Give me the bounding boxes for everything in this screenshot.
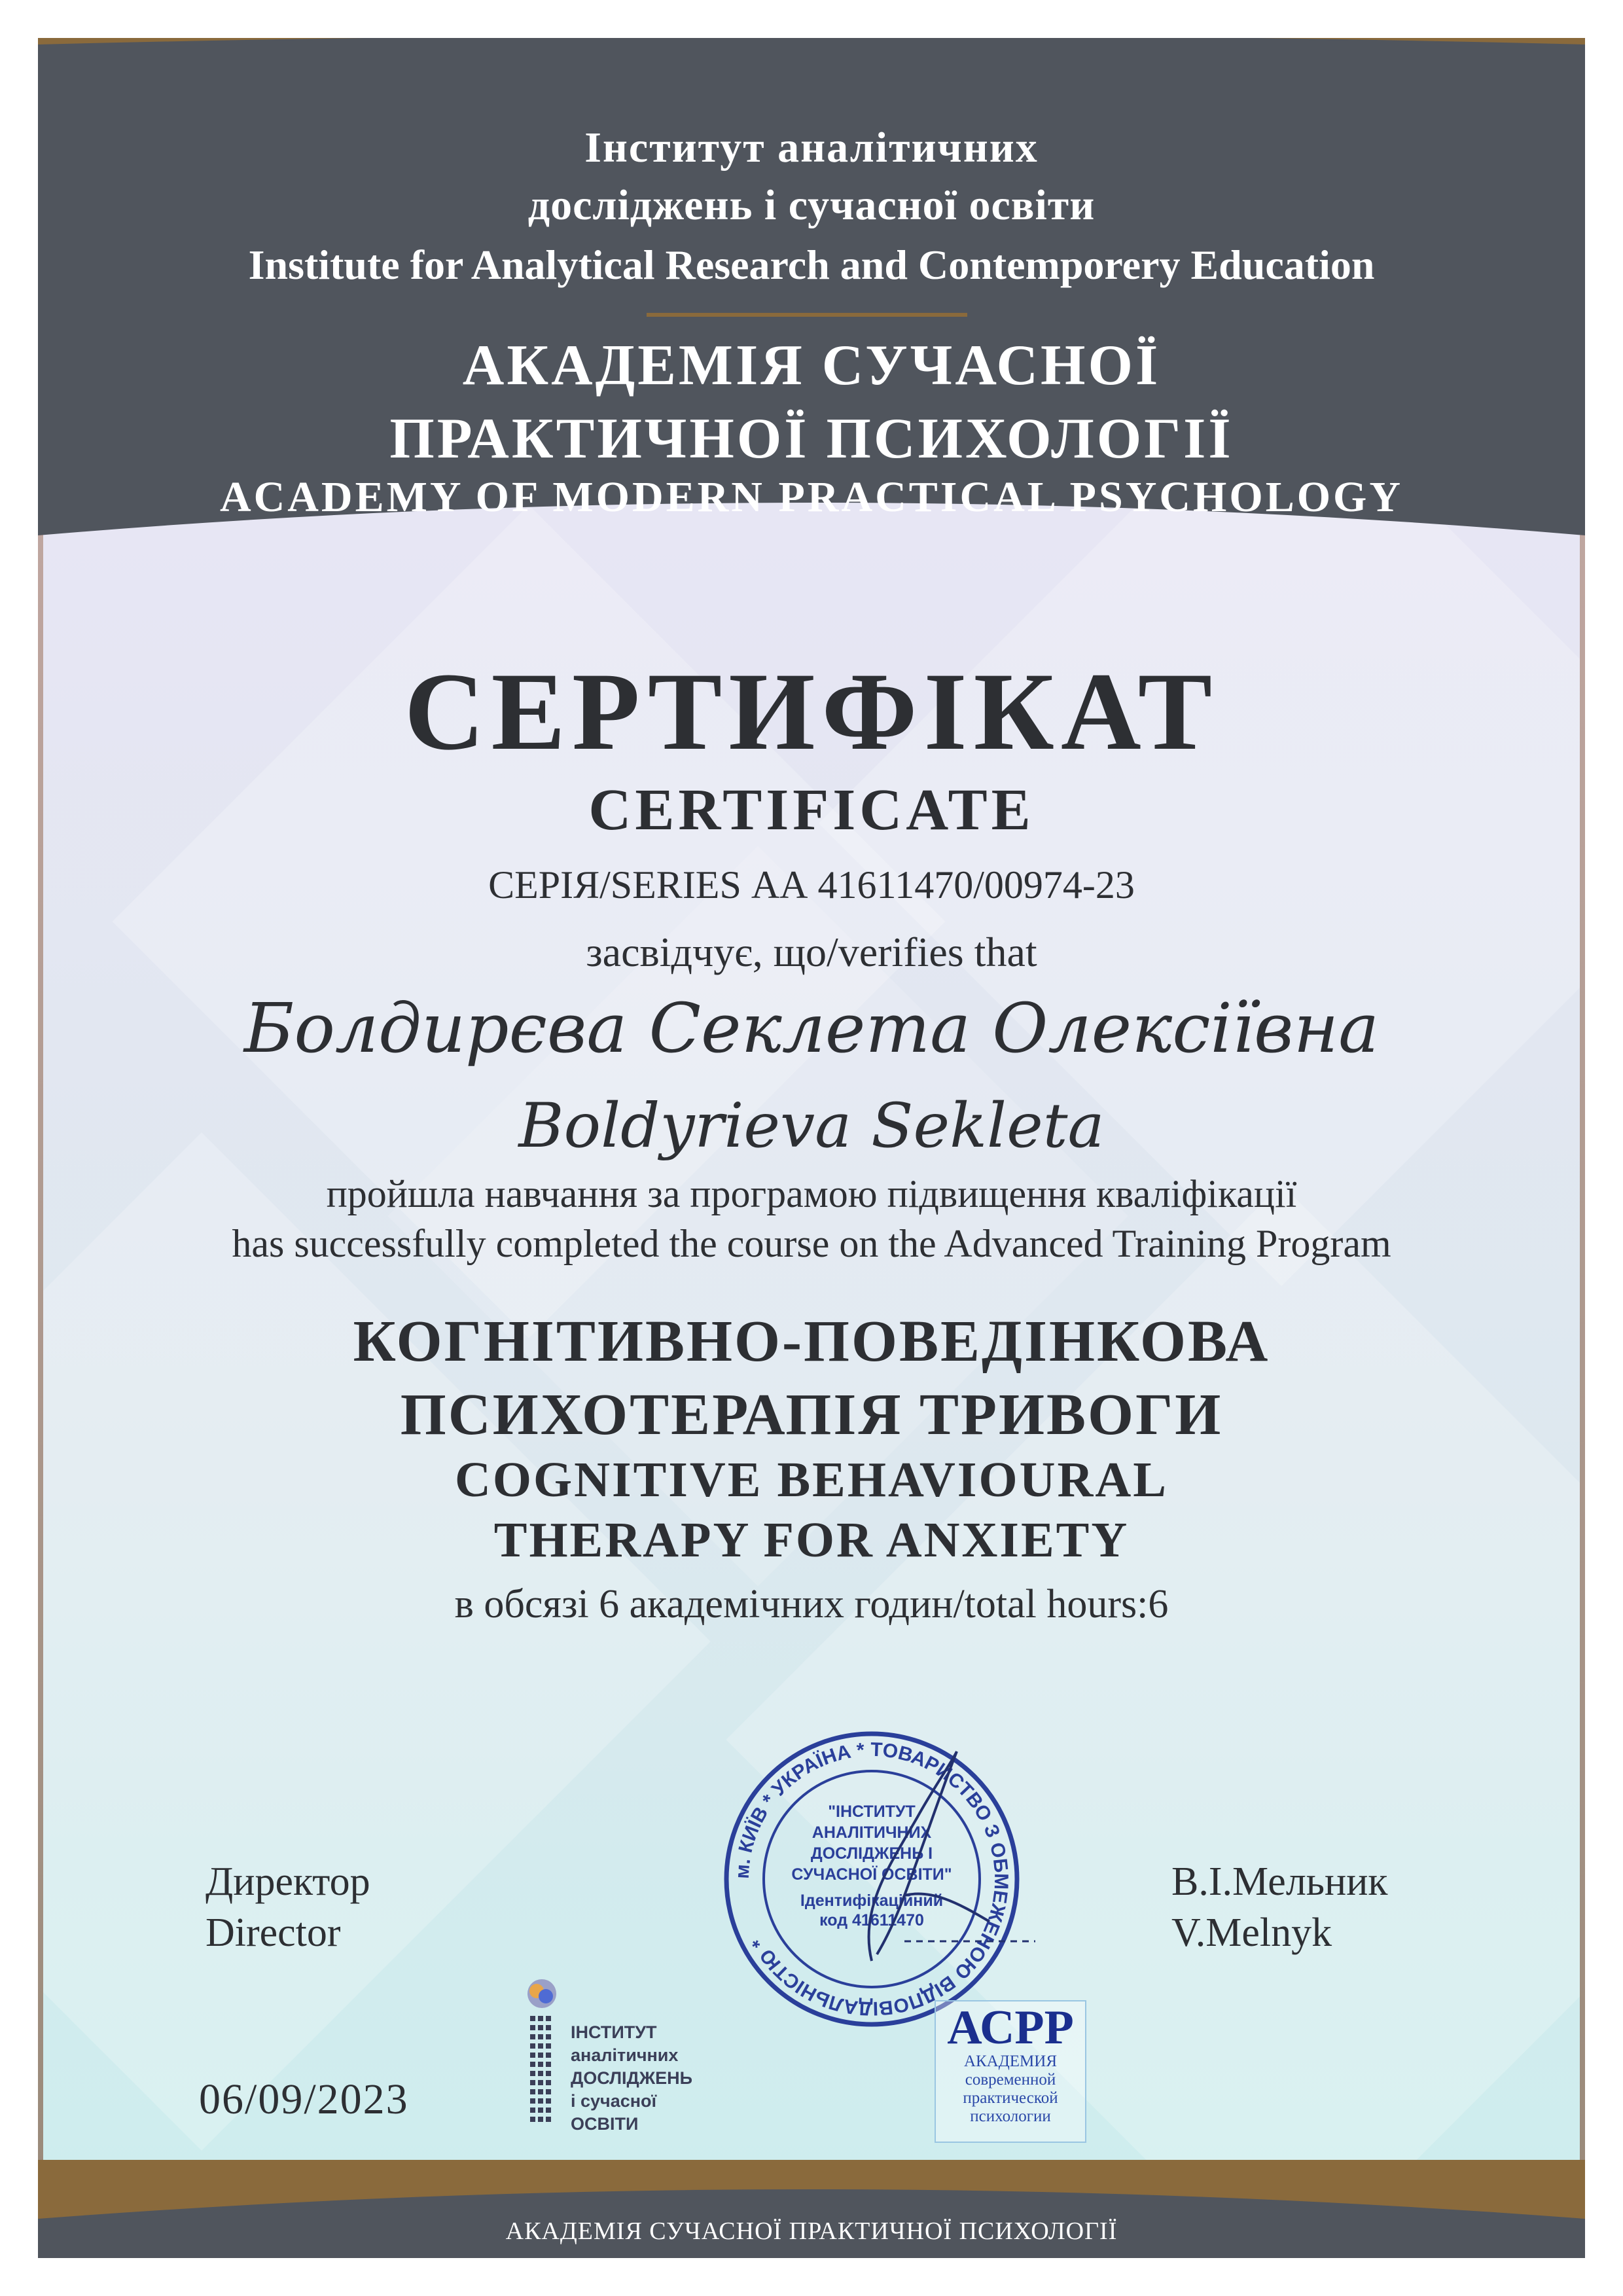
director-name-en: V.Melnyk	[1171, 1910, 1332, 1955]
institute-logo-line-3: ДОСЛІДЖЕНЬ	[571, 2068, 693, 2088]
issue-date: 06/09/2023	[199, 2075, 409, 2123]
institute-name-ua-line1: Інститут аналітичних	[584, 124, 1039, 171]
director-name-ua: В.І.Мельник	[1171, 1859, 1388, 1904]
acpp-logo-line-3: практической	[963, 2089, 1058, 2107]
completed-text-en: has successfully completed the course on the Advanced Training Program	[232, 1222, 1391, 1265]
course-title-ua-line2: ПСИХОТЕРАПІЯ ТРИВОГИ	[400, 1382, 1223, 1447]
acpp-logo-line-2: современной	[965, 2071, 1056, 2089]
logo-dot-column-icon	[530, 2016, 551, 2122]
institute-logo-text	[571, 2021, 692, 2136]
seal-line-5: Ідентифікаційний	[800, 1892, 944, 1910]
institute-logo-line-2: аналітичних	[571, 2045, 679, 2065]
seal-line-1: "ІНСТИТУТ	[828, 1803, 916, 1821]
institute-logo-line-1: ІНСТИТУТ	[571, 2022, 657, 2042]
seal-line-6: код 41611470	[819, 1911, 924, 1929]
institute-name-ua-line2: досліджень і сучасної освіти	[527, 181, 1096, 229]
institute-logo-line-5: ОСВІТИ	[571, 2114, 639, 2134]
footer-text: АКАДЕМІЯ СУЧАСНОЇ ПРАКТИЧНОЇ ПСИХОЛОГІЇ	[505, 2217, 1118, 2245]
institute-name-en: Institute for Analytical Research and Contemporery Education	[248, 242, 1375, 288]
seal-line-4: СУЧАСНОЇ ОСВІТИ"	[791, 1865, 952, 1884]
acpp-logo	[935, 2000, 1086, 2143]
seal-line-2: АНАЛІТИЧНИХ	[812, 1823, 932, 1842]
banner-divider	[647, 313, 967, 317]
certificate-title-en: CERTIFICATE	[588, 778, 1035, 842]
seal-line-3: ДОСЛІДЖЕНЬ І	[810, 1844, 933, 1863]
director-role-ua: Директор	[205, 1859, 370, 1904]
course-hours: в обсязі 6 академічних годин/total hours:6	[454, 1582, 1169, 1626]
course-title-ua-line1: КОГНІТИВНО-ПОВЕДІНКОВА	[353, 1309, 1270, 1374]
recipient-name-ua: Болдирєва Секлета Олексіївна	[243, 988, 1380, 1068]
director-role-en: Director	[205, 1910, 341, 1955]
seal-ring-text: м. КИЇВ * УКРАЇНА * ТОВАРИСТВО З ОБМЕЖЕНОЮ ВІДПОВІДАЛЬНІСТЮ *	[731, 1738, 1012, 2020]
course-title-en-line2: THERAPY FOR ANXIETY	[493, 1513, 1130, 1568]
institute-logo-line-4: і сучасної	[571, 2091, 657, 2111]
acpp-logo-line-4: психологии	[970, 2108, 1051, 2125]
course-title-en-line1: COGNITIVE BEHAVIOURAL	[455, 1452, 1168, 1507]
certificate-title-ua: СЕРТИФІКАТ	[404, 650, 1219, 773]
acpp-logo-title: АСРР	[947, 2001, 1074, 2054]
official-seal-stamp	[708, 1725, 1035, 2033]
recipient-name-en: Boldyrieva Sekleta	[518, 1090, 1105, 1162]
certificate-series: СЕРІЯ/SERIES АА 41611470/00974-23	[488, 863, 1135, 906]
academy-name-ua-line1: АКАДЕМІЯ СУЧАСНОЇ	[462, 334, 1161, 397]
logo-blue-dot-icon	[539, 1989, 553, 2003]
verifies-text: засвідчує, що/verifies that	[586, 929, 1037, 975]
completed-text-ua: пройшла навчання за програмою підвищення кваліфікації	[326, 1172, 1297, 1215]
academy-name-en: ACADEMY OF MODERN PRACTICAL PSYCHOLOGY	[219, 473, 1404, 521]
acpp-logo-line-1: АКАДЕМИЯ	[963, 2053, 1058, 2070]
academy-name-ua-line2: ПРАКТИЧНОЇ ПСИХОЛОГІЇ	[389, 407, 1234, 471]
header-banner	[38, 38, 1585, 548]
